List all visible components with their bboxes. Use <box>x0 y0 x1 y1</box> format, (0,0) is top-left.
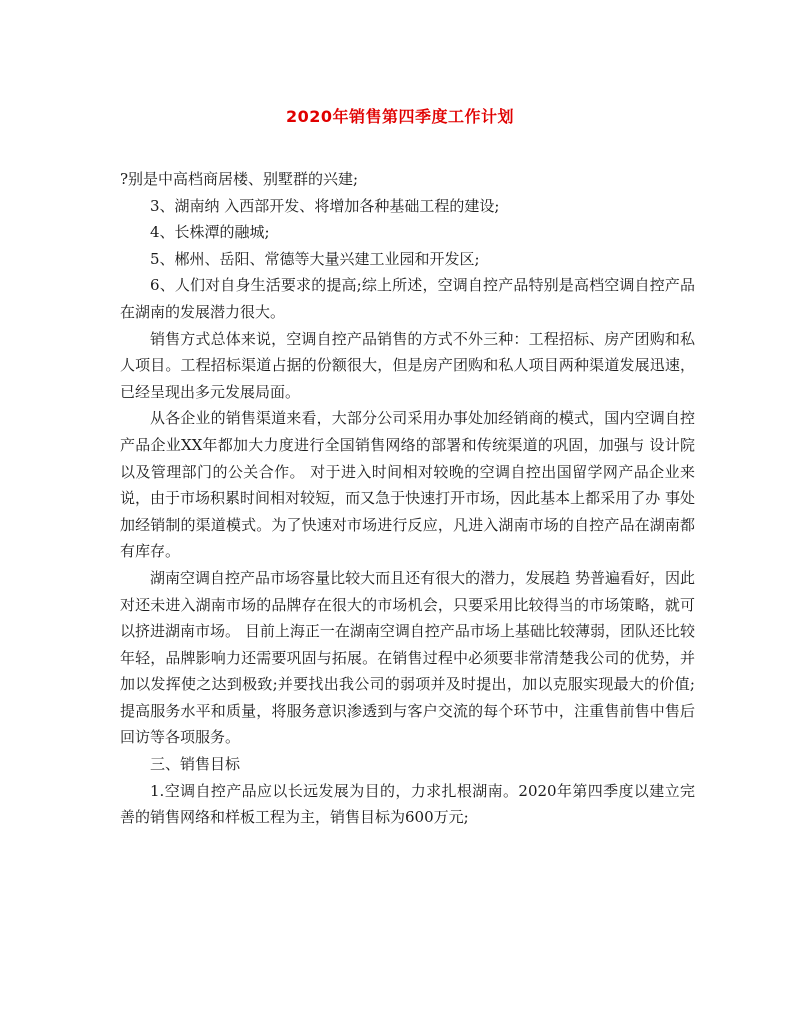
paragraph-continuation: ?别是中高档商居楼、别墅群的兴建; <box>120 170 359 188</box>
document-body <box>120 166 695 831</box>
document-title: 2020年销售第四季度工作计划 <box>285 107 515 126</box>
paragraph-item-5: 5、郴州、岳阳、常德等大量兴建工业园和开发区; <box>150 249 480 268</box>
paragraph-item-6: 6、人们对自身生活要求的提高;综上所述，空调自控产品特别是高档空调自控产品在湖南的发展潜力很大。 <box>120 276 695 321</box>
section-heading-sales-target: 三、销售目标 <box>150 755 241 774</box>
paragraph-market-analysis: 湖南空调自控产品市场容量比较大而且还有很大的潜力，发展趋 势普遍看好，因此对还未进入湖南市场的品牌存在很大的市场机会，只要采用比较得当的市场策略，就可以挤进湖南市场。 目前上海正一在湖南空调自控产品市场上基础比较薄弱，团队还比较年轻，品牌影响力还需要巩固与拓展。在销售过程中必须要非常清楚我公司的优势，并加以发挥使之达到极致;并要找出我公司的弱项并及时提出，加以克服实现最大的价值;提高服务水平和质量，将服务意识渗透到与客户交流的每个环节中，注重售前售中售后回访等各项服务。 <box>120 568 695 747</box>
paragraph-sales-channels: 从各企业的销售渠道来看，大部分公司采用办事处加经销商的模式，国内空调自控产品企业XX年都加大力度进行全国销售网络的部署和传统渠道的巩固，加强与 设计院以及管理部门的公关合作。 对于进入时间相对较晚的空调自控出国留学网产品企业来说，由于市场积累时间相对较短，而又急于快速打开市场，因此基本上都采用了办 事处加经销制的渠道模式。为了快速对市场进行反应，凡进入湖南市场的自控产品在湖南都有库存。 <box>120 409 695 561</box>
paragraph-sales-methods: 销售方式总体来说，空调自控产品销售的方式不外三种：工程招标、房产团购和私人项目。工程招标渠道占据的份额很大，但是房产团购和私人项目两种渠道发展迅速，已经呈现出多元发展局面。 <box>120 329 695 401</box>
paragraph-target-1: 1.空调自控产品应以长远发展为目的，力求扎根湖南。2020年第四季度以建立完善的销售网络和样板工程为主，销售目标为600万元; <box>120 781 695 827</box>
paragraph-item-4: 4、长株潭的融城; <box>150 223 270 242</box>
paragraph-item-3: 3、湖南纳 入西部开发、将增加各种基础工程的建设; <box>150 196 500 215</box>
